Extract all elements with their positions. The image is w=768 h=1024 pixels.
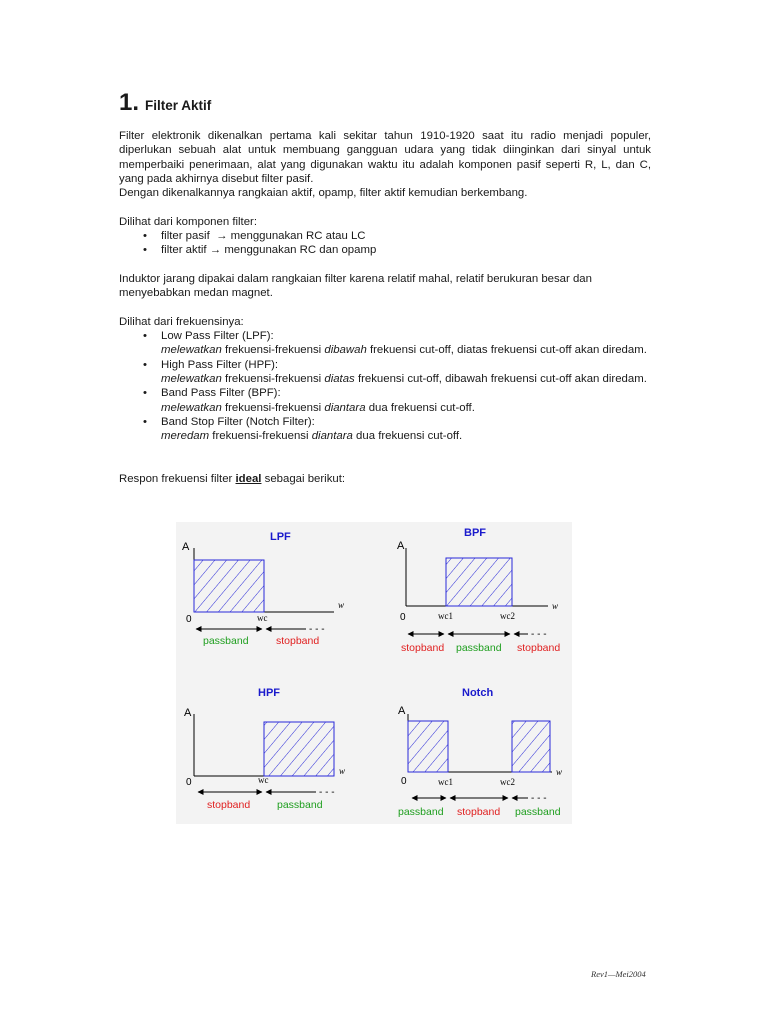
bpf-stopband2-label: stopband	[517, 642, 561, 654]
hpf-axis-y-label: A	[184, 707, 192, 719]
section-heading	[119, 89, 211, 117]
bpf-passband-block	[446, 558, 512, 606]
notch-passband2-label: passband	[515, 806, 561, 818]
bpf-axis-y-label: A	[397, 540, 405, 552]
section-title: Filter Aktif	[145, 98, 212, 113]
lpf-cutoff-label: wc	[257, 613, 268, 623]
response-intro: Respon frekuensi filter ideal sebagai berikut:	[119, 473, 346, 486]
intro-paragraph: Filter elektronik dikenalkan pertama kali sekitar tahun 1910-1920 saat itu radio menjadi populer, diperlukan sebuah alat untuk membuang gangguan udara yang tidak diinginkan dari sinyal untuk memperbaiki penerimaan, alat yang digunakan waktu itu adalah komponen pasif seperti R, L, dan C, yang pada akhirnya disebut filter pasif.	[119, 130, 651, 185]
lpf-origin: 0	[186, 614, 192, 625]
hpf-stopband-label: stopband	[207, 799, 251, 811]
svg-text:- - -: - - -	[319, 787, 335, 798]
svg-text:- - -: - - -	[309, 624, 325, 635]
lpf-stopband-label: stopband	[276, 635, 320, 647]
notch-passband1-label: passband	[398, 806, 444, 818]
section-number: 1.	[119, 89, 140, 116]
notch-cutoff1-label: wc1	[438, 777, 453, 787]
frequency-list	[119, 329, 651, 443]
inductor-note: Induktor jarang dipakai dalam rangkaian filter karena relatif mahal, relatif berukuran besar dan menyebabkan medan magnet.	[119, 272, 592, 300]
hpf-passband-block	[264, 722, 334, 776]
notch-passband2-block	[512, 721, 550, 772]
bpf-axis-x-label: w	[552, 601, 559, 611]
notch-title: Notch	[462, 687, 494, 699]
lpf-passband-label: passband	[203, 635, 249, 647]
frequency-heading: Dilihat dari frekuensinya:	[119, 315, 244, 328]
lpf-title: LPF	[270, 531, 291, 543]
notch-axis-x-label: w	[556, 767, 563, 777]
hpf-axis-x-label: w	[339, 766, 346, 776]
page-footer: Rev1—Mei2004	[591, 969, 646, 979]
components-list	[119, 229, 651, 258]
notch-origin: 0	[401, 776, 407, 787]
list-item: • Low Pass Filter (LPF): melewatkan frekuensi-frekuensi dibawah frekuensi cut-off, diatas frekuensi cut-off akan diredam.	[119, 329, 651, 358]
svg-text:- - -: - - -	[531, 793, 547, 804]
list-item: • Band Pass Filter (BPF): melewatkan frekuensi-frekuensi diantara dua frekuensi cut-off.	[119, 386, 651, 415]
lpf-passband-block	[194, 560, 264, 612]
bpf-passband-label: passband	[456, 642, 502, 654]
notch-stopband-label: stopband	[457, 806, 501, 818]
hpf-origin: 0	[186, 777, 192, 788]
bpf-origin: 0	[400, 612, 406, 623]
list-item: • filter pasif → menggunakan RC atau LC	[119, 229, 651, 243]
bpf-title: BPF	[464, 527, 486, 539]
notch-cutoff2-label: wc2	[500, 777, 515, 787]
document-body	[119, 129, 651, 486]
ideal-emphasis: ideal	[235, 473, 262, 486]
hpf-cutoff-label: wc	[258, 775, 269, 785]
notch-axis-y-label: A	[398, 705, 406, 717]
svg-text:- - -: - - -	[531, 629, 547, 640]
list-item: • High Pass Filter (HPF): melewatkan frekuensi-frekuensi diatas frekuensi cut-off, dibawah frekuensi cut-off akan diredam.	[119, 358, 651, 387]
list-item: • filter aktif → menggunakan RC dan opamp	[119, 243, 651, 257]
hpf-passband-label: passband	[277, 799, 323, 811]
notch-passband1-block	[408, 721, 448, 772]
components-heading: Dilihat dari komponen filter:	[119, 215, 258, 228]
bpf-cutoff2-label: wc2	[500, 611, 515, 621]
lpf-axis-y-label: A	[182, 541, 190, 553]
list-item: • Band Stop Filter (Notch Filter): meredam frekuensi-frekuensi diantara dua frekuensi cut-off.	[119, 415, 651, 444]
lpf-axis-x-label: w	[338, 600, 345, 610]
hpf-title: HPF	[258, 687, 280, 699]
filter-response-figure	[176, 522, 572, 824]
intro-line: Dengan dikenalkannya rangkaian aktif, opamp, filter aktif kemudian berkembang.	[119, 187, 528, 200]
bpf-stopband1-label: stopband	[401, 642, 445, 654]
bpf-cutoff1-label: wc1	[438, 611, 453, 621]
